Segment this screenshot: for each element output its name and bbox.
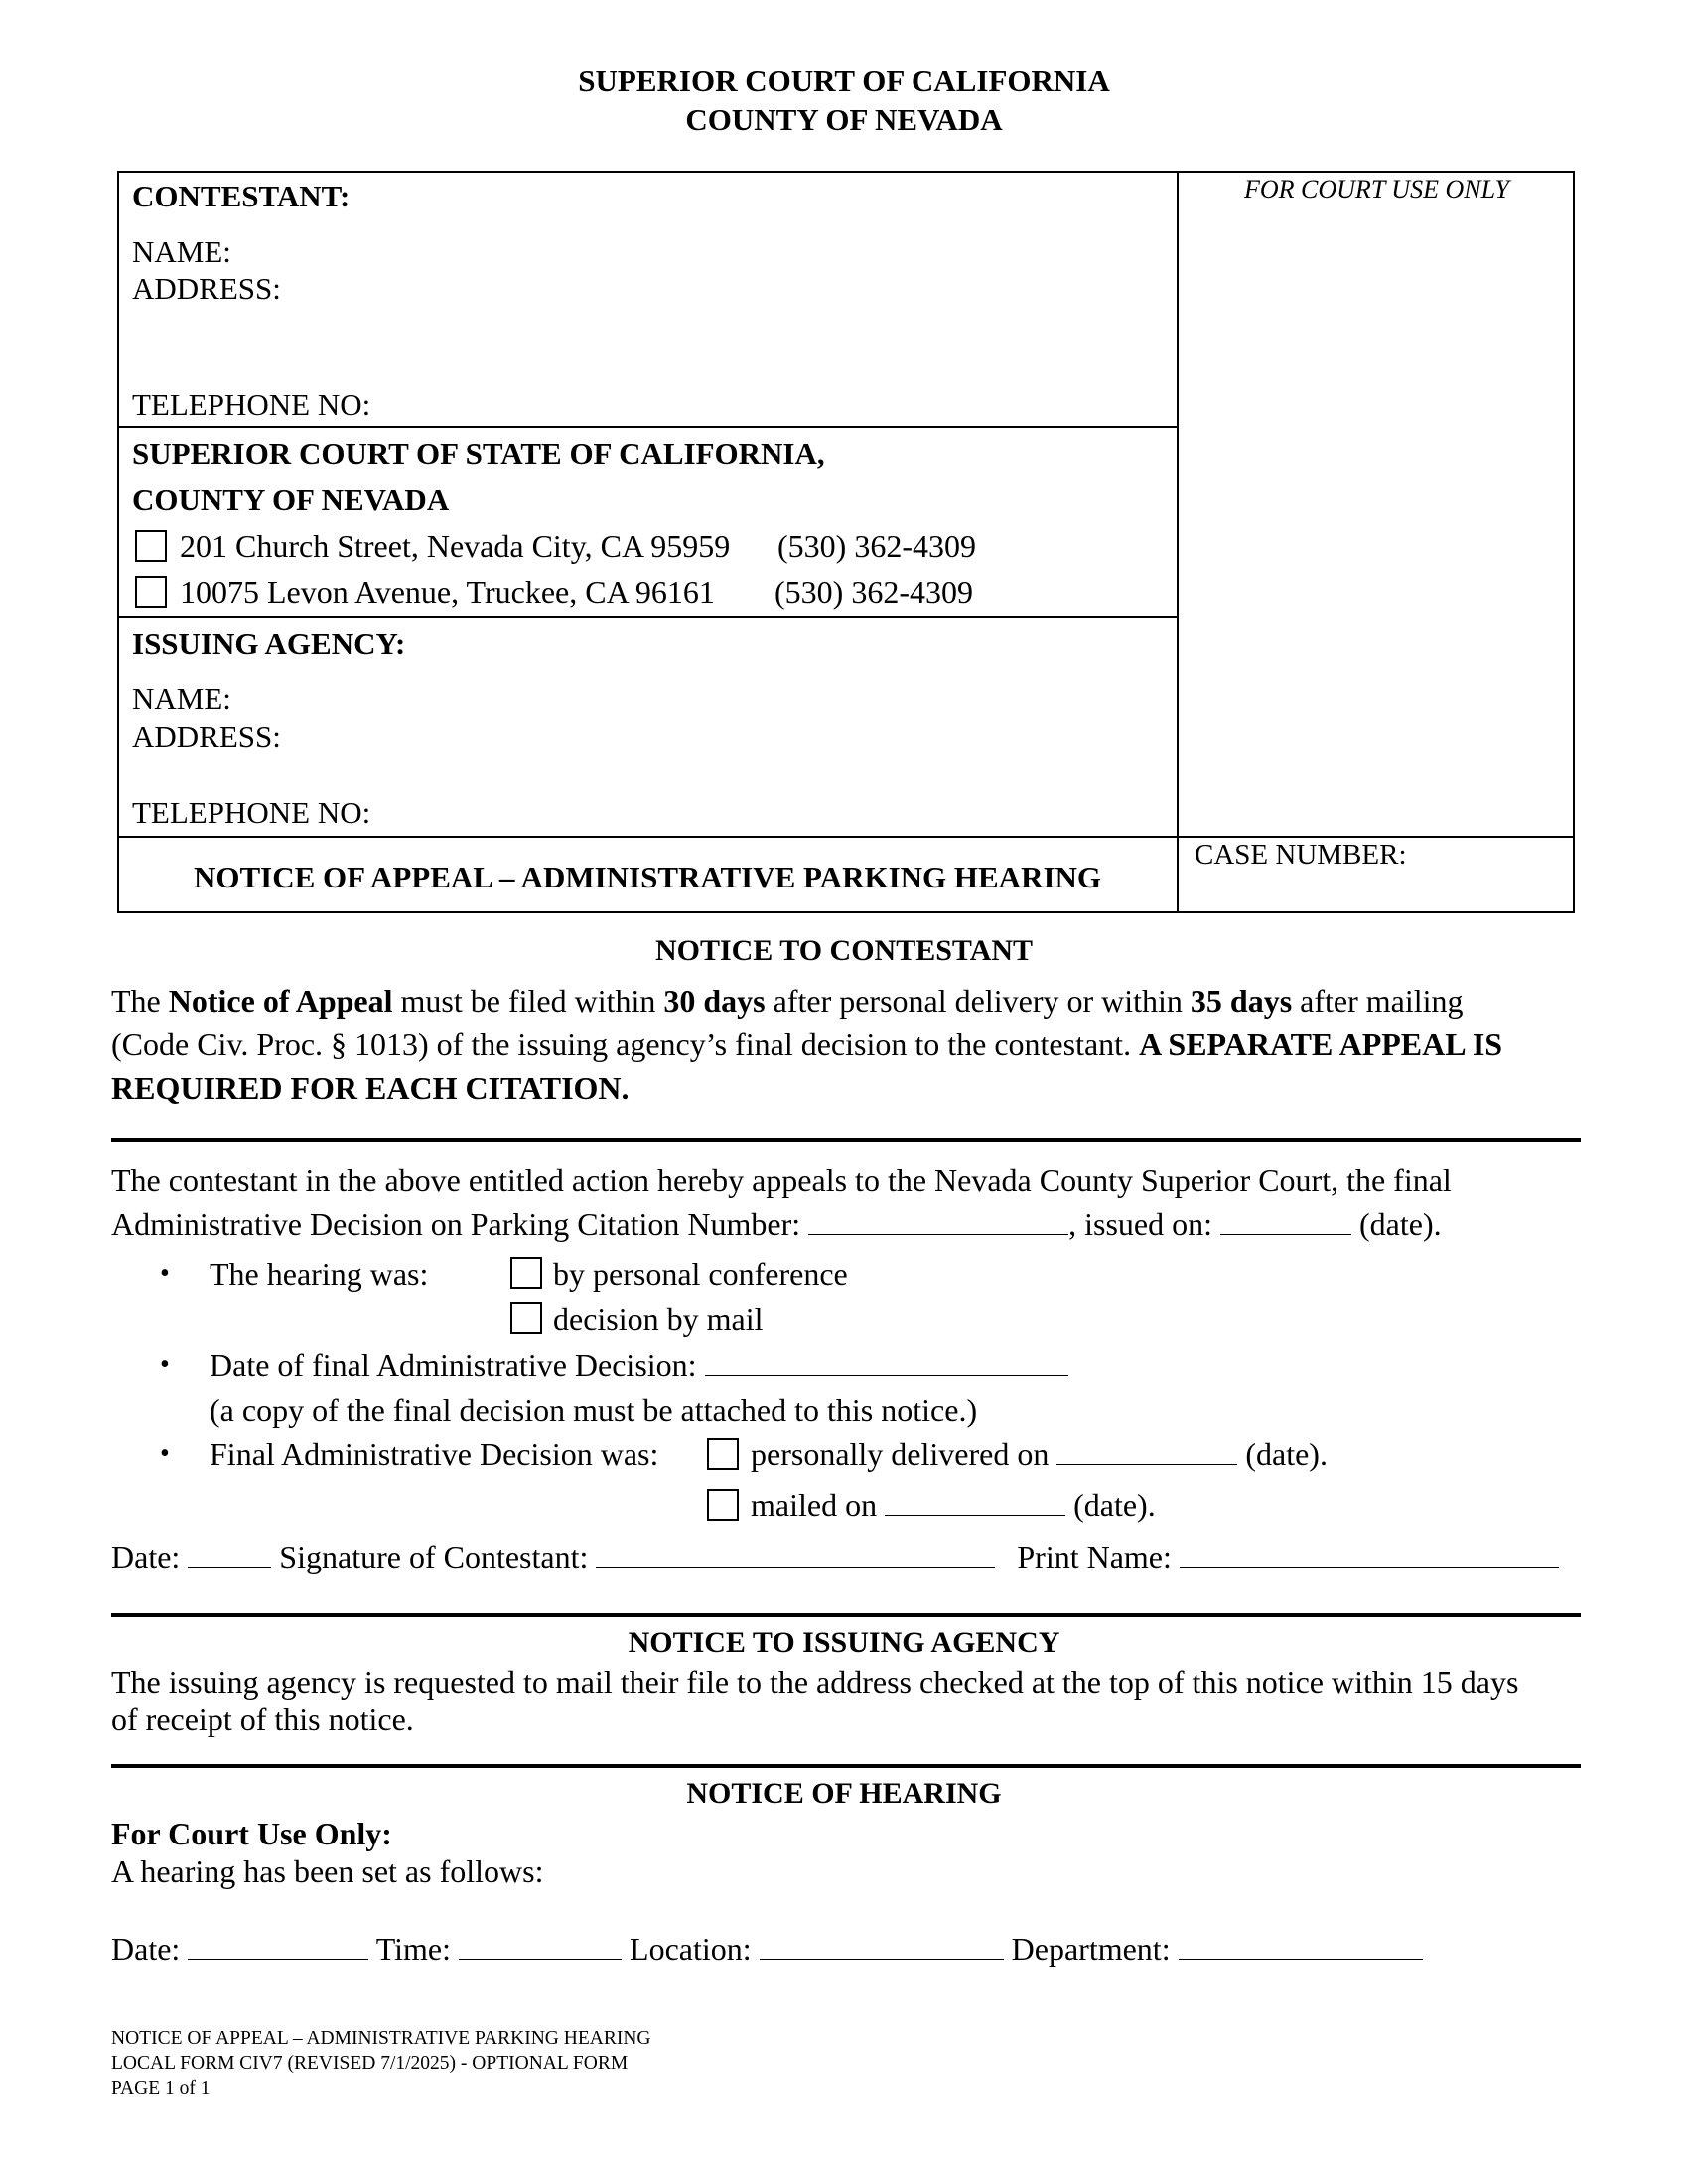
divider <box>117 616 1178 618</box>
court-heading: SUPERIOR COURT OF STATE OF CALIFORNIA, <box>132 436 825 471</box>
case-number-label: CASE NUMBER: <box>1195 839 1407 871</box>
signature-line: Date: Signature of Contestant: Print Name: <box>111 1539 1559 1575</box>
mailed-date-blank[interactable] <box>885 1489 1065 1516</box>
hearing-location-blank[interactable] <box>760 1933 1004 1960</box>
court-location-checkbox[interactable] <box>135 576 167 608</box>
issued-date-blank[interactable] <box>1220 1208 1351 1235</box>
court-title: SUPERIOR COURT OF CALIFORNIA <box>578 64 1110 98</box>
personally-delivered-line: personally delivered on (date). <box>751 1436 1328 1472</box>
county-title: COUNTY OF NEVADA <box>685 102 1003 137</box>
bullet: • <box>160 1438 170 1469</box>
hearing-details-line: Date: Time: Location: Department: <box>111 1931 1423 1968</box>
appeal-intro-line: The contestant in the above entitled action hereby appeals to the Nevada County Superior Court, the final <box>111 1162 1452 1198</box>
notice-paragraph-line: The Notice of Appeal must be filed within 30 days after personal delivery or within 35 days after mailing <box>111 983 1464 1019</box>
date-final-decision-line: Date of final Administrative Decision: <box>210 1347 1068 1384</box>
court-location-phone: (530) 362-4309 <box>777 528 976 564</box>
agency-name-label: NAME: <box>132 681 231 716</box>
decision-by-mail-checkbox[interactable] <box>510 1302 542 1334</box>
appeal-intro-line: Administrative Decision on Parking Citation Number: , issued on: (date). <box>111 1206 1442 1242</box>
agency-telephone-label: TELEPHONE NO: <box>132 795 371 830</box>
contestant-name-label: NAME: <box>132 234 231 269</box>
form-title: NOTICE OF APPEAL – ADMINISTRATIVE PARKING HEARING <box>193 860 1102 894</box>
footer-page: PAGE 1 of 1 <box>111 2078 211 2099</box>
court-location-address: 10075 Levon Avenue, Truckee, CA 96161 <box>180 574 715 610</box>
print-name-blank[interactable] <box>1180 1541 1559 1568</box>
notice-of-hearing-heading: NOTICE OF HEARING <box>686 1777 1002 1810</box>
personally-delivered-checkbox[interactable] <box>707 1438 739 1470</box>
contestant-heading: CONTESTANT: <box>132 179 351 213</box>
court-county-heading: COUNTY OF NEVADA <box>132 482 450 517</box>
hearing-set-text: A hearing has been set as follows: <box>111 1853 544 1889</box>
court-location-phone: (530) 362-4309 <box>774 574 973 610</box>
court-location-address: 201 Church Street, Nevada City, CA 95959 <box>180 528 731 564</box>
notice-paragraph-line: (Code Civ. Proc. § 1013) of the issuing agency’s final decision to the contestant. A SEPARATE APPEAL IS <box>111 1026 1503 1062</box>
hearing-date-blank[interactable] <box>188 1933 368 1960</box>
section-rule <box>111 1613 1581 1617</box>
footer-title: NOTICE OF APPEAL – ADMINISTRATIVE PARKING HEARING <box>111 2028 651 2049</box>
personal-conference-label: by personal conference <box>553 1256 848 1292</box>
hearing-department-blank[interactable] <box>1179 1933 1423 1960</box>
section-rule <box>111 1138 1581 1142</box>
mailed-checkbox[interactable] <box>707 1489 739 1521</box>
notice-to-agency-line: of receipt of this notice. <box>111 1702 414 1737</box>
mailed-line: mailed on (date). <box>751 1487 1156 1523</box>
divider <box>117 426 1178 428</box>
notice-to-agency-line: The issuing agency is requested to mail their file to the address checked at the top of this notice within 15 days <box>111 1664 1519 1700</box>
signature-blank[interactable] <box>596 1541 995 1568</box>
hearing-was-label: The hearing was: <box>210 1256 429 1292</box>
court-use-only-label: FOR COURT USE ONLY <box>1244 175 1509 204</box>
bullet: • <box>160 1349 170 1380</box>
citation-number-blank[interactable] <box>808 1208 1068 1235</box>
personal-conference-checkbox[interactable] <box>510 1257 542 1289</box>
notice-to-contestant-heading: NOTICE TO CONTESTANT <box>654 934 1034 967</box>
divider <box>117 836 1575 838</box>
court-use-only-heading: For Court Use Only: <box>111 1816 392 1851</box>
agency-address-label: ADDRESS: <box>132 719 281 753</box>
final-decision-was-label: Final Administrative Decision was: <box>210 1436 659 1472</box>
notice-paragraph-line: REQUIRED FOR EACH CITATION. <box>111 1070 630 1106</box>
section-rule <box>111 1764 1581 1768</box>
caption-divider <box>1177 171 1179 913</box>
notice-to-agency-heading: NOTICE TO ISSUING AGENCY <box>628 1626 1060 1659</box>
signature-date-blank[interactable] <box>188 1541 271 1568</box>
footer-form-id: LOCAL FORM CIV7 (REVISED 7/1/2025) - OPTIONAL FORM <box>111 2053 629 2074</box>
date-final-decision-blank[interactable] <box>705 1349 1068 1376</box>
contestant-address-label: ADDRESS: <box>132 271 281 306</box>
agency-heading: ISSUING AGENCY: <box>132 626 406 661</box>
decision-by-mail-label: decision by mail <box>553 1301 764 1337</box>
court-location-checkbox[interactable] <box>135 530 167 562</box>
copy-note: (a copy of the final decision must be attached to this notice.) <box>210 1392 978 1428</box>
hearing-time-blank[interactable] <box>459 1933 622 1960</box>
delivered-date-blank[interactable] <box>1056 1438 1237 1465</box>
footer <box>111 2026 651 2101</box>
contestant-telephone-label: TELEPHONE NO: <box>132 387 371 422</box>
bullet: • <box>160 1258 170 1289</box>
